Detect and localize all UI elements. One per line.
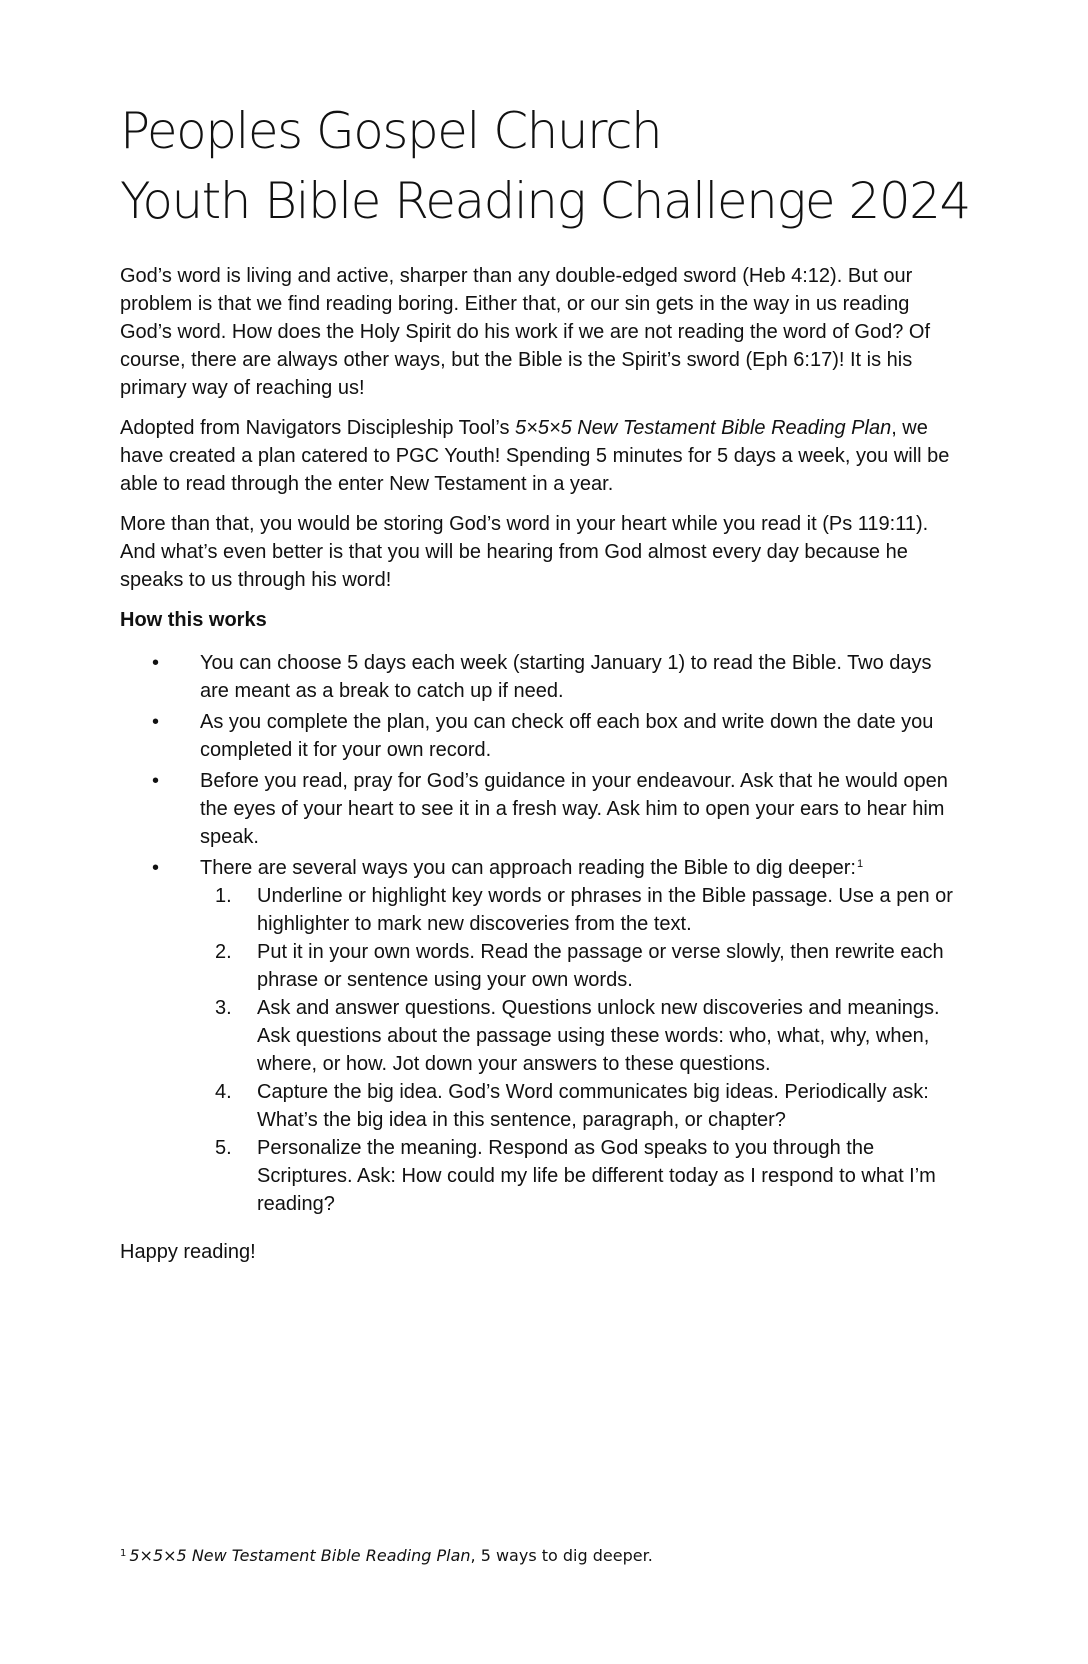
footnote [120,1545,653,1567]
bullet-marker: • [152,652,160,674]
intro-paragraph-1: God’s word is living and active, sharper than any double-edged sword (Heb 4:12). But our problem is that we find reading boring. Either that, or our sin gets in the way in us reading God’s word. How does the Holy Spirit do his work if we are not reading the word of God? Of course, there are always other ways, but the Bible is the Spirit’s sword (Eph 6:17)! It is his primary way of reaching us! [120,265,931,399]
numbered-step [120,938,958,994]
bullet-text: There are several ways you can approach reading the Bible to dig deeper: [200,857,856,879]
footnote-marker: 1 [120,1548,127,1559]
intro-paragraph-2 [120,414,958,498]
numbered-step [120,994,958,1078]
closing-line: Happy reading! [120,1241,256,1263]
step-number: 3. [215,997,232,1019]
title-line-1: Peoples Gospel Church [120,102,662,160]
bullet-item [120,708,958,764]
bullet-marker: • [152,711,160,733]
bullet-text: You can choose 5 days each week (starting January 1) to read the Bible. Two days are meant as a break to catch up if need. [200,652,932,702]
bullet-text: Before you read, pray for God’s guidance in your endeavour. Ask that he would open the eyes of your heart to see it in a fresh way. Ask him to open your ears to hear him speak. [200,770,948,848]
bullet-item [120,767,958,851]
bullet-marker: • [152,857,160,879]
document-page [120,96,970,1278]
numbered-step [120,1134,958,1218]
step-text: Capture the big idea. God’s Word communicates big ideas. Periodically ask: What’s the big idea in this sentence, paragraph, or chapter? [257,1081,929,1131]
step-number: 1. [215,885,232,907]
intro-paragraph-3: More than that, you would be storing God’s word in your heart while you read it (Ps 119:11). And what’s even better is that you will be hearing from God almost every day because he speaks to us through his word! [120,513,929,591]
step-text: Put it in your own words. Read the passage or verse slowly, then rewrite each phrase or sentence using your own words. [257,941,944,991]
page-title [120,96,970,236]
bullet-text: As you complete the plan, you can check off each box and write down the date you completed it for your own record. [200,711,934,761]
step-number: 2. [215,941,232,963]
step-text: Personalize the meaning. Respond as God speaks to you through the Scriptures. Ask: How could my life be different today as I respond to what I’m reading? [257,1137,936,1215]
numbered-step [120,1078,958,1134]
step-text: Underline or highlight key words or phrases in the Bible passage. Use a pen or highlighter to mark new discoveries from the text. [257,885,953,935]
title-line-2: Youth Bible Reading Challenge 2024 [120,172,970,230]
step-number: 4. [215,1081,232,1103]
intro-paragraph-2-end: , we have created a plan catered to PGC Youth! Spending 5 minutes for 5 days a week, you will be able to read through the enter New Testament in a year. [120,417,950,495]
step-number: 5. [215,1137,232,1159]
bullet-marker: • [152,770,160,792]
footnote-plan-title: 5×5×5 New Testament Bible Reading Plan [129,1546,471,1565]
bullet-item [120,854,958,1218]
how-this-works-list [120,649,958,1218]
footnote-text: , 5 ways to dig deeper. [470,1546,653,1565]
dig-deeper-steps [200,882,958,1218]
bullet-item [120,649,958,705]
how-this-works-heading: How this works [120,609,267,631]
step-text: Ask and answer questions. Questions unlock new discoveries and meanings. Ask questions about the passage using these words: who, what, why, when, where, or how. Jot down your answers to these questions. [257,997,940,1075]
intro-paragraph-2-start: Adopted from Navigators Discipleship Tool’s [120,417,516,439]
plan-title-italic: 5×5×5 New Testament Bible Reading Plan [515,417,892,439]
numbered-step [120,882,958,938]
footnote-reference[interactable]: 1 [856,858,864,870]
